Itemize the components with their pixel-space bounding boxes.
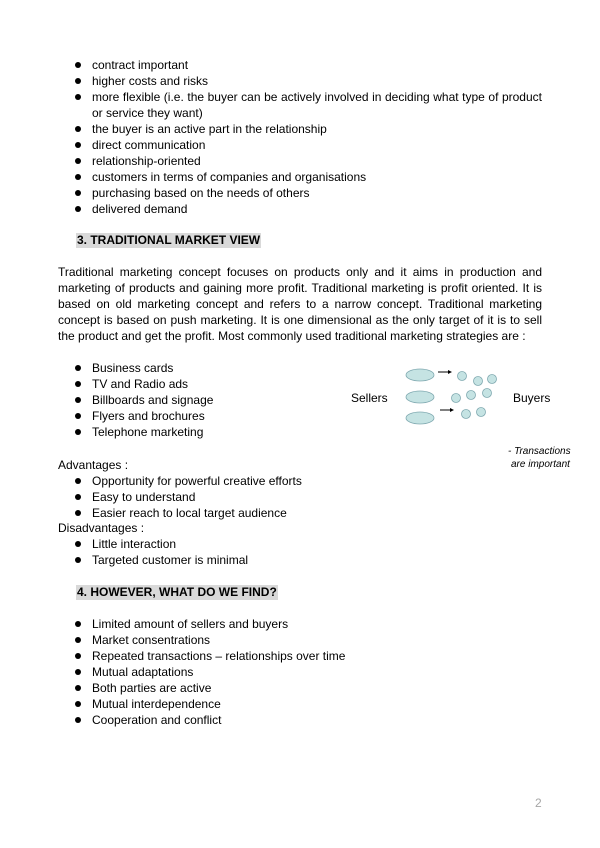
- list-item: the buyer is an active part in the relationship: [58, 121, 542, 137]
- buyers-label: Buyers: [513, 391, 551, 405]
- list-item: Market consentrations: [58, 632, 458, 648]
- seller-oval: [406, 412, 434, 424]
- buyer-circle: [488, 375, 497, 384]
- buyer-circle: [477, 408, 486, 417]
- list-item: Easier reach to local target audience: [58, 505, 358, 521]
- buyer-circle: [467, 391, 476, 400]
- list-item: contract important: [58, 57, 542, 73]
- list-item: more flexible (i.e. the buyer can be actively involved in deciding what type of product or service they want): [58, 89, 542, 121]
- list-item: relationship-oriented: [58, 153, 542, 169]
- list-item: Opportunity for powerful creative efforts: [58, 473, 358, 489]
- list-item: customers in terms of companies and organisations: [58, 169, 542, 185]
- seller-oval: [406, 369, 434, 381]
- list-item: Business cards: [58, 360, 338, 376]
- list-item: Both parties are active: [58, 680, 458, 696]
- buyer-circle: [474, 377, 483, 386]
- disadvantages-label: Disadvantages :: [58, 521, 145, 535]
- list-item: Cooperation and conflict: [58, 712, 458, 728]
- advantages-label: Advantages :: [58, 458, 129, 472]
- findings-list: [58, 616, 458, 728]
- section-4-heading: 4. HOWEVER, WHAT DO WE FIND?: [77, 585, 277, 599]
- buyer-circle: [452, 394, 461, 403]
- strategies-list: [58, 360, 338, 440]
- buyer-circle: [458, 372, 467, 381]
- list-item: higher costs and risks: [58, 73, 542, 89]
- page-number: 2: [535, 796, 542, 810]
- list-item: Easy to understand: [58, 489, 358, 505]
- section-3-heading: 3. TRADITIONAL MARKET VIEW: [77, 233, 261, 247]
- list-item: direct communication: [58, 137, 542, 153]
- list-item: purchasing based on the needs of others: [58, 185, 542, 201]
- transactions-caption-line1: - Transactions: [508, 446, 571, 457]
- list-item: Telephone marketing: [58, 424, 338, 440]
- buyer-circles: [452, 372, 497, 419]
- list-item: Targeted customer is minimal: [58, 552, 358, 568]
- seller-oval: [406, 391, 434, 403]
- list-item: Limited amount of sellers and buyers: [58, 616, 458, 632]
- list-item: delivered demand: [58, 201, 542, 217]
- list-item: Mutual adaptations: [58, 664, 458, 680]
- seller-ovals: [406, 369, 434, 424]
- buyer-circle: [462, 410, 471, 419]
- list-item: TV and Radio ads: [58, 376, 338, 392]
- sellers-label: Sellers: [351, 391, 388, 405]
- arrows: [438, 370, 454, 412]
- list-item: Little interaction: [58, 536, 358, 552]
- transactions-caption-line2: are important: [511, 459, 570, 470]
- section-3-paragraph: Traditional marketing concept focuses on products only and it aims in production and marketing of products and gaining more profit. Traditional marketing is profit oriented. It is based on old marketing concept and refers to a narrow concept. Traditional marketing concept is based on push marketing. It is one dimensional as the only target of it is to sell the product and get the profit. Most commonly used traditional marketing strategies are :: [58, 265, 542, 343]
- buyer-circle: [483, 389, 492, 398]
- sellers-buyers-diagram: [340, 352, 580, 474]
- list-item: Billboards and signage: [58, 392, 338, 408]
- list-item: Flyers and brochures: [58, 408, 338, 424]
- list-item: Mutual interdependence: [58, 696, 458, 712]
- list-item: Repeated transactions – relationships over time: [58, 648, 458, 664]
- advantages-list: [58, 473, 358, 521]
- disadvantages-list: [58, 536, 358, 568]
- buyer-characteristics-list: [58, 57, 542, 217]
